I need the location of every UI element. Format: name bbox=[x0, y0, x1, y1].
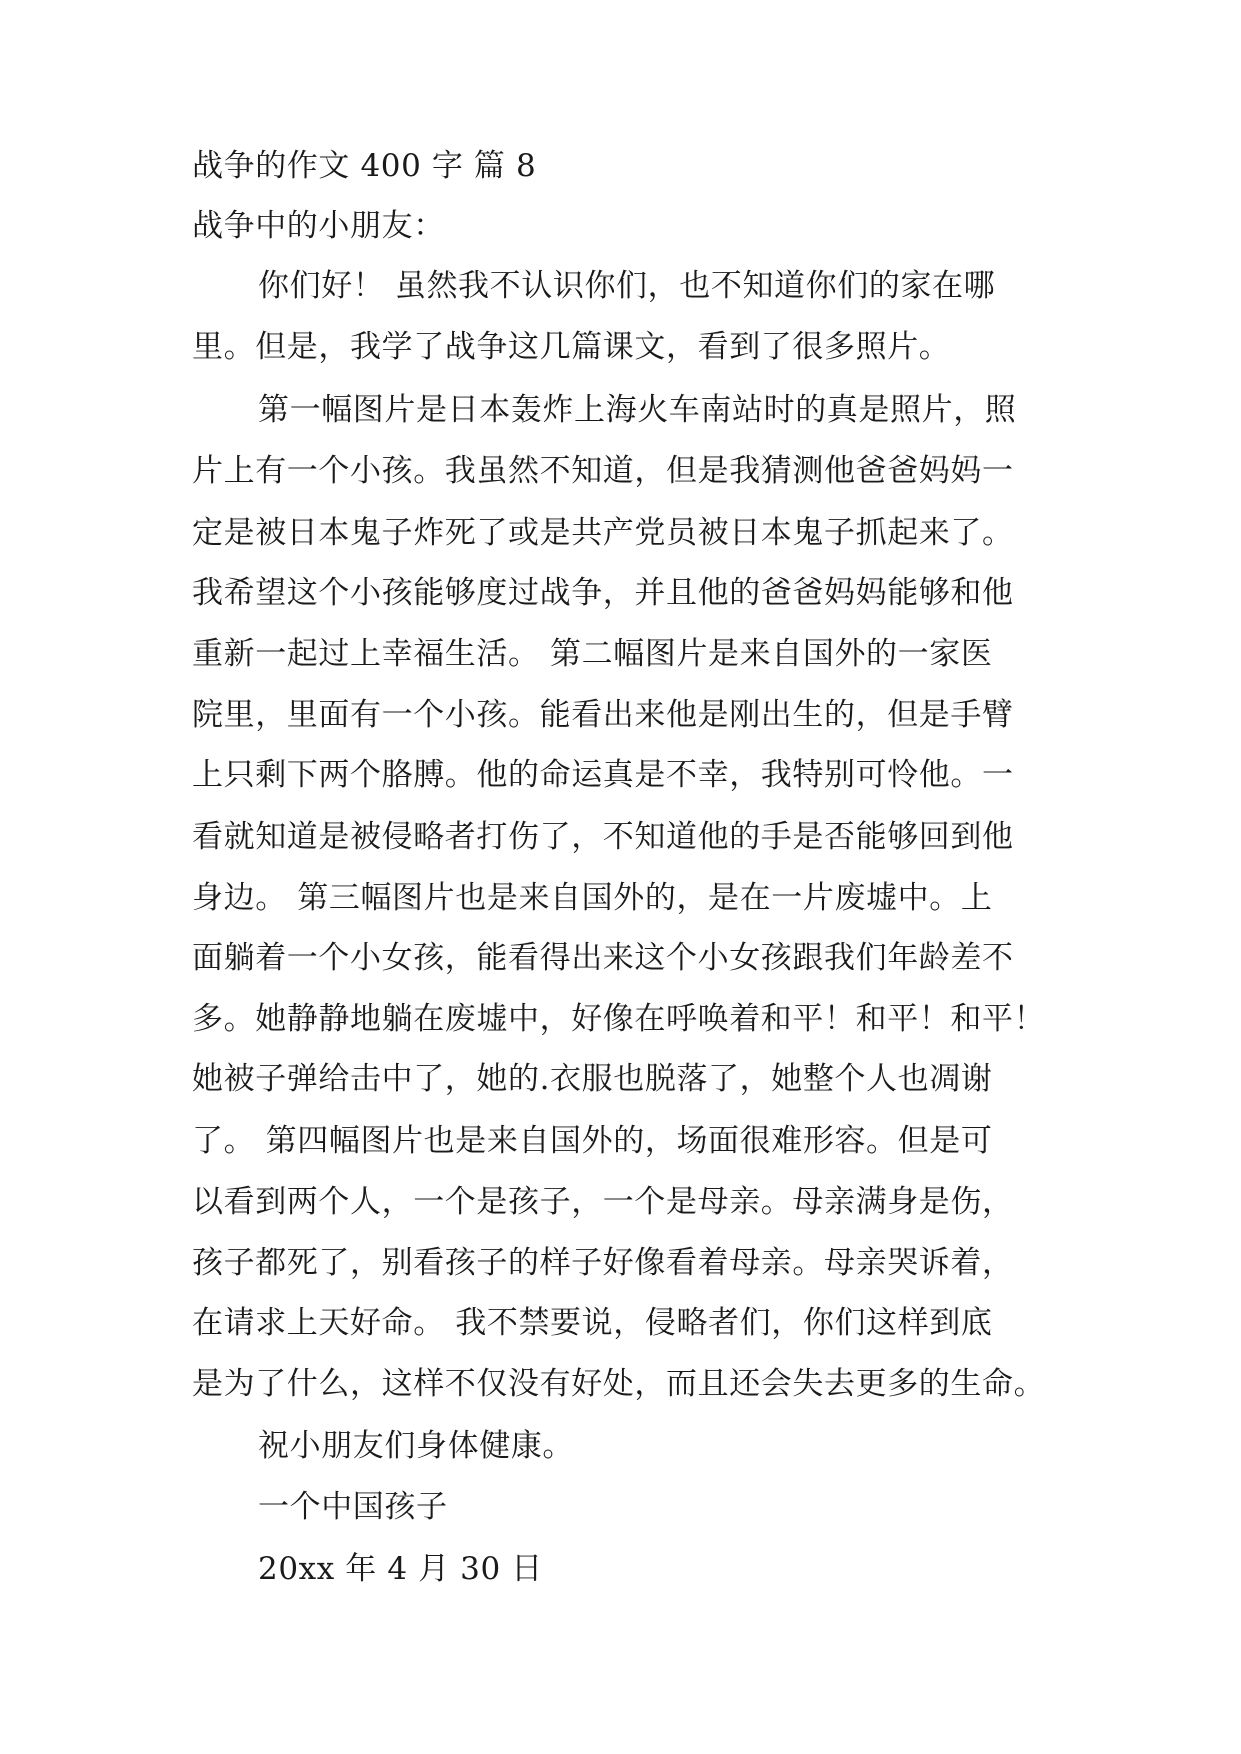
body-line: 院里，里面有一个小孩。能看出来他是刚出生的，但是手臂 bbox=[192, 697, 1014, 733]
body-line: 看就知道是被侵略者打伤了，不知道他的手是否能够回到他 bbox=[192, 819, 1014, 855]
body-line: 上只剩下两个胳膊。他的命运真是不幸，我特别可怜他。一 bbox=[192, 757, 1014, 793]
body-line: 片上有一个小孩。我虽然不知道，但是我猜测他爸爸妈妈一 bbox=[192, 453, 1014, 489]
body-line: 第一幅图片是日本轰炸上海火车南站时的真是照片，照 bbox=[258, 392, 1017, 428]
body-line: 重新一起过上幸福生活。 第二幅图片是来自国外的一家医 bbox=[192, 636, 993, 672]
document-title: 战争的作文 400 字 篇 8 bbox=[192, 148, 537, 184]
body-line: 里。但是，我学了战争这几篇课文，看到了很多照片。 bbox=[192, 329, 951, 365]
body-line: 我希望这个小孩能够度过战争，并且他的爸爸妈妈能够和他 bbox=[192, 575, 1014, 611]
date-line: 20xx 年 4 月 30 日 bbox=[258, 1551, 543, 1587]
body-line: 多。她静静地躺在废墟中，好像在呼唤着和平！和平！和平！ bbox=[192, 1001, 1046, 1037]
body-line: 身边。 第三幅图片也是来自国外的，是在一片废墟中。上 bbox=[192, 880, 993, 916]
body-line: 面躺着一个小女孩，能看得出来这个小女孩跟我们年龄差不 bbox=[192, 940, 1014, 976]
closing-line: 祝小朋友们身体健康。 bbox=[258, 1428, 574, 1464]
body-line: 以看到两个人，一个是孩子，一个是母亲。母亲满身是伤， bbox=[192, 1184, 1014, 1220]
signature-line: 一个中国孩子 bbox=[258, 1489, 448, 1525]
body-line: 了。 第四幅图片也是来自国外的，场面很难形容。但是可 bbox=[192, 1123, 993, 1159]
body-line: 她被子弹给击中了，她的.衣服也脱落了，她整个人也凋谢 bbox=[192, 1061, 993, 1097]
body-line: 孩子都死了，别看孩子的样子好像看着母亲。母亲哭诉着， bbox=[192, 1245, 1014, 1281]
body-line: 是为了什么，这样不仅没有好处，而且还会失去更多的生命。 bbox=[192, 1366, 1046, 1402]
greeting-line: 战争中的小朋友： bbox=[192, 208, 445, 244]
body-line: 定是被日本鬼子炸死了或是共产党员被日本鬼子抓起来了。 bbox=[192, 515, 1014, 551]
body-line: 你们好！ 虽然我不认识你们，也不知道你们的家在哪 bbox=[258, 268, 996, 304]
body-line: 在请求上天好命。 我不禁要说，侵略者们，你们这样到底 bbox=[192, 1305, 993, 1341]
